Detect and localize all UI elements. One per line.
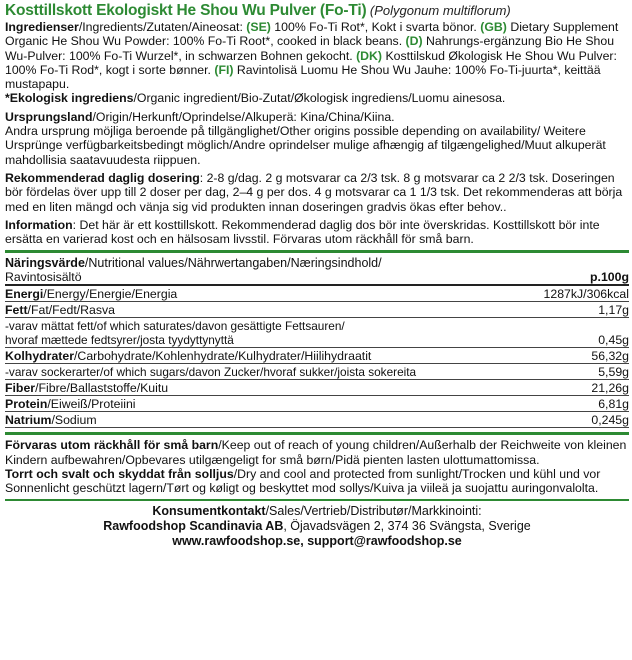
information-section [5, 218, 629, 247]
product-title: Kosttillskott Ekologiskt He Shou Wu Pulver (Fo-Ti) [5, 2, 367, 19]
nutrition-per: p.100g [590, 270, 629, 285]
nutrient-name: Fett [5, 303, 28, 318]
origin-label: Ursprungsland [5, 109, 93, 124]
website-link[interactable]: www.rawfoodshop.se [172, 533, 301, 548]
origin-text: /Origin/Herkunft/Oprindelse/Alkuperä: Kina/China/Kiina. [92, 109, 395, 124]
nutrient-value: 56,32g [591, 349, 629, 364]
ingredients-d: Nahrungs-ergänzung Bio He Shou Wu-Pulver: 100% Fo-Ti Wurzel*, in schwarzen Bohnen gekocht. [5, 34, 615, 63]
nutrient-value: 21,26g [591, 381, 629, 396]
ingredients-label-rest: /Ingredients/Zutaten/Aineosat: [78, 20, 247, 34]
contact-label-rest: /Sales/Vertrieb/Distributør/Markkinointi: [265, 503, 482, 518]
nutrition-row-carbohydrate [5, 349, 629, 364]
ingredients-fi: Ravintolisä Luomu He Shou Wu Jauhe: 100% Fo-Ti-juurta*, keittää mustapapu. [5, 62, 601, 92]
dosage-label: Rekommenderad daglig dosering [5, 170, 200, 185]
contact-label: Konsumentkontakt [152, 503, 266, 518]
information-label: Information [5, 217, 73, 232]
nutrition-row-sodium [5, 413, 629, 428]
nutrition-title-line2: Ravintosisältö [5, 270, 82, 285]
dosage-section [5, 171, 629, 214]
nutrient-translations: /Carbohydrate/Kohlenhydrate/Kulhydrater/Hiilihydraatit [74, 349, 372, 364]
information-text: : Det här är ett kosttillskott. Rekommenderad daglig dos bör inte överskridas. Kosttillskott bör inte ersätta en varierad kost och en hälsosam livsstil. Förvaras utom räckhåll för små barn. [5, 217, 600, 247]
storage-children-text: /Keep out of reach of young children/Außerhalb der Reichweite von kleinen Kindern aufbewahren/Opbevares utilgængeligt for små børn/Pidä pienten lasten ulottumattomissa. [5, 438, 627, 467]
ingredients-dk: Kosttilskud Økologisk He Shou Wu Pulver: 100% Fo-Ti Rod*, kogt i sorte bønner. [5, 48, 617, 77]
nutrition-row-saturates [5, 319, 629, 348]
nutrient-name: Kolhydrater [5, 349, 75, 364]
divider [5, 499, 629, 501]
nutrient-value: 5,59g [598, 365, 629, 380]
organic-note-label: *Ekologisk ingrediens [5, 91, 134, 106]
company-address: , Öjavadsvägen 2, 374 36 Svängsta, Sverige [283, 518, 531, 533]
nutrient-value: 0,245g [591, 413, 629, 428]
organic-note-text: /Organic ingredient/Bio-Zutat/Økologisk ingrediens/Luomu ainesosa. [133, 91, 506, 106]
nutrient-name: Energi [5, 287, 44, 302]
nutrient-value: 0,45g [598, 333, 629, 348]
nutrient-translations: /Eiweiß/Proteiini [47, 397, 136, 412]
company-name: Rawfoodshop Scandinavia AB [103, 518, 284, 533]
lang-code-dk: (DK) [356, 48, 383, 63]
contact-web-line [5, 534, 629, 549]
nutrition-row-energy [5, 287, 629, 302]
nutrient-translations: /Energy/Energie/Energia [43, 287, 178, 302]
contact-block [5, 504, 629, 549]
lang-code-gb: (GB) [480, 20, 507, 34]
title-row [5, 2, 629, 20]
latin-name: (Polygonum multiflorum) [369, 3, 511, 18]
organic-note [5, 91, 629, 105]
storage-children [5, 438, 629, 467]
ingredients-section [5, 20, 629, 91]
storage-dry-label: Torrt och svalt och skyddat från solljus [5, 467, 234, 482]
ingredients-gb: Dietary Supplement Organic He Shou Wu Powder: 100% Fo-Ti Root*, cooked in black beans. [5, 20, 619, 49]
nutrition-title-rest: /Nutritional values/Nährwertangaben/Næringsindhold/ [84, 256, 382, 271]
nutrient-translations: /Sodium [51, 413, 97, 428]
nutrition-title: Näringsvärde [5, 256, 85, 271]
storage-children-label: Förvaras utom räckhåll för små barn [5, 438, 219, 453]
ingredients-se: 100% Fo-Ti Rot*, Kokt i svarta bönor. [270, 20, 481, 34]
nutrient-translations-line2: hvoraf mættede fedtsyrer/josta tyydyttynyttä [5, 333, 234, 348]
contact-heading [5, 504, 629, 519]
nutrient-name: Protein [5, 397, 48, 412]
origin-section [5, 110, 629, 124]
storage-dry-text: /Dry and cool and protected from sunlight/Trocken und kühl und vor Sonnenlicht geschützt lagern/Tørt og køligt og beskyttet mod sollys/Kuiva ja viileä ja suojattu auringonvalolta. [5, 467, 601, 496]
nutrition-header [5, 256, 629, 270]
nutrient-translations: -varav mättat fett/of which saturates/davon gesättigte Fettsauren/ [5, 319, 345, 334]
nutrient-value: 1,17g [598, 303, 629, 318]
nutrition-row-fibre [5, 381, 629, 396]
nutrition-per-row [5, 270, 629, 286]
nutrition-row-protein [5, 397, 629, 412]
nutrient-name: Natrium [5, 413, 52, 428]
email-link[interactable]: support@rawfoodshop.se [307, 533, 462, 548]
nutrition-row-fat [5, 303, 629, 318]
nutrient-translations: -varav sockerarter/of which sugars/davon Zucker/hvoraf sukker/joista sokereita [5, 365, 417, 380]
nutrition-row-sugars [5, 365, 629, 380]
lang-code-se: (SE) [246, 20, 271, 34]
origin-note: Andra ursprung möjliga beroende på tillgänglighet/Other origins possible depending on availability/ Weitere Ursprünge verfügbarkeitsbedingt möglich/Andre oprindelser mulige afhængig af tilgængelighed/Muut alkuperät mahdollisia saatavuudesta riippuen. [5, 124, 606, 167]
contact-separator: , [300, 533, 308, 548]
dosage-text: : 2-8 g/dag. 2 g motsvarar ca 2/3 tsk. 8 g motsvarar ca 2 2/3 tsk. Doseringen bör fördelas över upp till 2 doser per dag, 2–4 g per dos. 4 g motsvarar ca 1 1/3 tsk. Det rekommenderas att börja med en liten mängd och vänja sig vid produkten innan doseringen gradvis ökas efter behov.. [5, 170, 623, 214]
divider [5, 250, 629, 253]
nutrient-value: 6,81g [598, 397, 629, 412]
lang-code-fi: (FI) [214, 62, 234, 77]
nutrient-name: Fiber [5, 381, 36, 396]
contact-company-line [5, 519, 629, 534]
nutrient-translations: /Fibre/Ballaststoffe/Kuitu [35, 381, 169, 396]
ingredients-label: Ingredienser [5, 20, 79, 34]
storage-dry [5, 467, 629, 496]
lang-code-d: (D) [405, 34, 423, 49]
nutrient-translations: /Fat/Fedt/Rasva [27, 303, 116, 318]
nutrient-value: 1287kJ/306kcal [543, 287, 629, 302]
divider [5, 432, 629, 435]
